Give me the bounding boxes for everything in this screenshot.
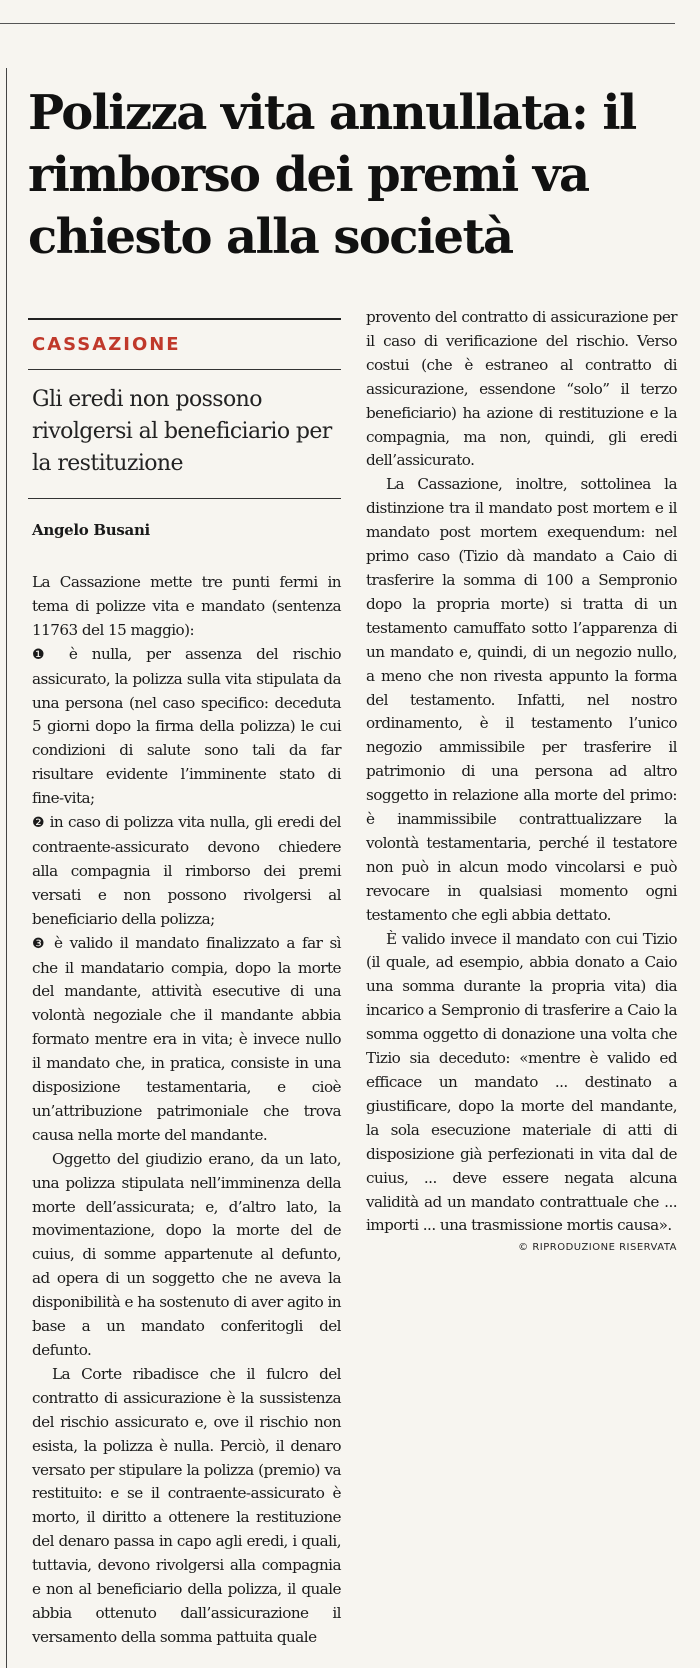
body-paragraph-valido: È valido invece il mandato con cui Tizio (il quale, ad esempio, abbia donato a Caio una somma durante la propria vita) dia incarico a Sempronio di trasferire a Caio la somma oggetto di donazione una volta che Tizio sia deceduto: «mentre è valido ed efficace un mandato ... destinato a giustificare, dopo la morte del mandante, la sola esecuzione materiale di atti di disposizione già perfezionati in vita dal de cuius, ... deve essere negata alcuna validità ad un mandato contrattuale che ... importi ... una trasmissione mortis causa». (366, 929, 677, 1235)
body-point-1 (32, 643, 341, 811)
body-paragraph-distinzione: La Cassazione, inoltre, sottolinea la distinzione tra il mandato post mortem e il mandato post mortem exequendum: nel primo caso (Tizio dà mandato a Caio di trasferire la somma di 100 a Sempronio dopo la propria morte) si tratta di un testamento camuffato sotto l’apparenza di un mandato e, quindi, di un negozio nullo, a meno che non rivesta appunto la forma del testamento. Infatti, nel nostro ordinamento, è il testamento l’unico negozio ammissibile per trasferire il patrimonio di una persona ad altro soggetto in relazione alla morte del primo: è inammissibile contrattualizzare la volontà testamentaria, perché il testatore non può in alcun modo vincolarsi e può revocare in qualsiasi momento ogni testamento che egli abbia dettato. (366, 475, 677, 924)
body-point-2 (32, 811, 341, 932)
point-2-text: in caso di polizza vita nulla, gli eredi del contraente-assicurato devono chiedere alla compagnia il rimborso dei premi versati e non possono rivolgersi al beneficiario della polizza; (32, 813, 341, 928)
article-body-right (366, 306, 677, 1238)
body-paragraph-corte-continued: provento del contratto di assicurazione per il caso di verificazione del rischio. Verso costui (che è estraneo al contratto di assicurazione, essendone “solo” il terzo beneficiario) ha azione di restituzione e la compagnia, ma non, quindi, gli eredi dell’assicurato. (366, 308, 677, 470)
article-title: Polizza vita annullata: il rimborso dei premi va chiesto alla società (28, 85, 636, 265)
body-point-3 (32, 932, 341, 1148)
number-one-marker-icon: ❶ (32, 646, 55, 663)
left-column (28, 318, 341, 1650)
section-kicker: CASSAZIONE (32, 334, 181, 355)
body-paragraph-corte: La Corte ribadisce che il fulcro del contratto di assicurazione è la sussistenza del rischio assicurato e, ove il rischio non esista, la polizza è nulla. Perciò, il denaro versato per stipulare la polizza (premio) va restituito: e se il contraente-assicurato è morto, il diritto a ottenere la restituzione del denaro passa in capo agli eredi, i quali, tuttavia, devono rivolgersi alla compagnia e non al beneficiario della polizza, il quale abbia ottenuto dall’assicurazione il versamento della somma pattuita quale (32, 1364, 341, 1646)
copyright-notice: © RIPRODUZIONE RISERVATA (518, 1242, 677, 1254)
point-1-text: è nulla, per assenza del rischio assicurato, la polizza sulla vita stipulata da una persona (nel caso specifico: deceduta 5 giorni dopo la firma della polizza) le cui condizioni di salute sono tali da far risultare evidente l’imminente stato di fine-vita; (32, 644, 341, 808)
author-byline: Angelo Busani (32, 521, 150, 539)
kicker-bottom-rule (28, 369, 341, 370)
left-margin-rule (6, 68, 7, 1668)
kicker-rule (28, 318, 341, 320)
right-column (362, 306, 677, 1253)
number-three-marker-icon: ❸ (32, 935, 47, 952)
number-two-marker-icon: ❷ (32, 815, 45, 832)
subtitle-rule (28, 498, 341, 499)
point-3-text: è valido il mandato finalizzato a far sì che il mandatario compia, dopo la morte del mandante, attività esecutive di una volontà negoziale che il mandante abbia formato mentre era in vita; è invece nullo il mandato che, in pratica, consiste in una disposizione testamentaria, e cioè un’attribuzione patrimoniale che trova causa nella morte del mandante. (32, 933, 341, 1144)
top-rule (0, 23, 675, 24)
article-subtitle: Gli eredi non possono rivolgersi al beneficiario per la restituzione (32, 387, 332, 476)
body-paragraph-oggetto: Oggetto del giudizio erano, da un lato, una polizza stipulata nell’imminenza della morte dell’assicurata; e, d’altro lato, la movimentazione, dopo la morte del de cuius, di somme appartenute al defunto, ad opera di un soggetto che ne aveva la disponibilità e ha sostenuto di aver agito in base a un mandato conferitogli del defunto. (32, 1149, 341, 1359)
article-body-left (32, 571, 341, 1650)
body-paragraph-intro: La Cassazione mette tre punti fermi in tema di polizze vita e mandato (sentenza 11763 del 15 maggio): (32, 573, 341, 639)
